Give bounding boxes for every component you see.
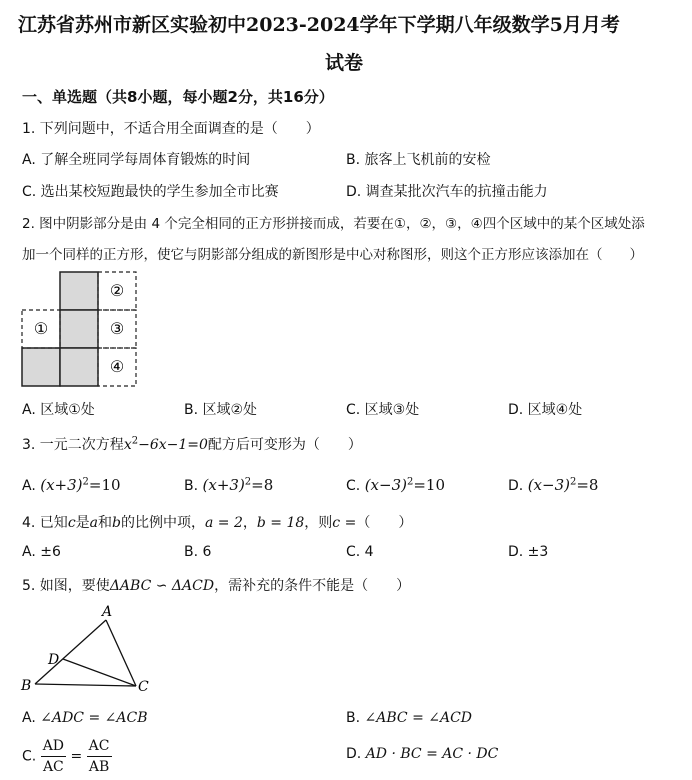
vertex-d-label: D [48, 652, 60, 668]
question-4-option-d: D. ±3 [508, 544, 549, 560]
option-b-base: (x+3) [202, 476, 245, 494]
question-2-option-c: C. 区域③处 [346, 402, 420, 418]
q4-text: 4. 已知 [22, 515, 68, 531]
vertex-b-label: B [21, 678, 32, 694]
shaded-square [22, 348, 60, 386]
q5-text: ，需补充的条件不能是（ ） [214, 578, 411, 594]
page-title-line1: 江苏省苏州市新区实验初中2023-2024学年下学期八年级数学5月月考 [18, 14, 620, 36]
fraction-numerator: AC [87, 738, 112, 757]
q5-text: 5. 如图，要使 [22, 578, 110, 594]
option-b-text: ∠ABC = ∠ACD [364, 710, 473, 726]
q4-text: ，则 [304, 515, 333, 531]
question-3-option-b [184, 476, 273, 494]
option-c-base: (x−3) [364, 476, 407, 494]
vertex-c-label: C [138, 679, 149, 694]
q4-c: c [67, 515, 76, 531]
option-c-rhs: =10 [413, 476, 445, 494]
question-2-option-b: B. 区域②处 [184, 402, 258, 418]
option-label: C. [22, 748, 37, 765]
shaded-square [60, 310, 98, 348]
option-d-text: AD · BC = AC · DC [365, 746, 499, 762]
option-d-sup: 2 [569, 476, 577, 488]
option-d-rhs: =8 [576, 476, 599, 494]
question-3-equation-rest: −6x−1=0 [138, 437, 208, 453]
section-heading: 一、单选题（共8小题，每小题2分，共16分） [22, 88, 334, 106]
question-1-stem: 1. 下列问题中，不适合用全面调查的是（ ） [22, 121, 320, 137]
question-3-equation-x: x [123, 437, 132, 453]
equals-sign: = [70, 748, 83, 765]
q4-text: 的比例中项， [120, 515, 205, 531]
option-a-text: ∠ADC = ∠ACB [40, 710, 148, 726]
option-label: C. [346, 478, 361, 494]
question-4-option-b: B. 6 [184, 544, 212, 560]
option-label: D. [346, 746, 362, 762]
question-5-option-d [346, 746, 498, 762]
option-label: B. [346, 710, 361, 726]
question-3-option-a [22, 476, 121, 494]
question-3-option-d [508, 476, 598, 494]
question-1-option-c: C. 选出某校短跑最快的学生参加全市比赛 [22, 184, 279, 200]
option-label: D. [508, 478, 524, 494]
region-2-label: ② [109, 281, 125, 300]
option-d-base: (x−3) [527, 476, 570, 494]
q5-similarity: ΔABC ∽ ΔACD [109, 578, 215, 594]
option-b-sup: 2 [244, 476, 252, 488]
question-2-stem-line2: 加一个同样的正方形，使它与阴影部分组成的新图形是中心对称图形，则这个正方形应该添加在（ ） [22, 247, 643, 263]
question-5-figure [18, 602, 158, 694]
q4-b: b [112, 515, 121, 531]
question-5-option-b [346, 710, 472, 726]
question-4-option-a: A. ±6 [22, 544, 61, 560]
question-2-figure [20, 270, 140, 388]
question-2-stem-line1: 2. 图中阴影部分是由 4 个完全相同的正方形拼接而成，若要在①，②，③，④四个区域中的某个区域处添 [22, 216, 645, 232]
fraction-denominator: AC [42, 759, 64, 775]
question-5-option-c [22, 738, 112, 775]
option-a-sup: 2 [82, 476, 89, 488]
q4-sep: ， [242, 515, 257, 531]
fraction-ac-ab [87, 738, 112, 775]
option-label: B. [184, 478, 199, 494]
fraction-denominator: AB [88, 759, 110, 775]
option-label: A. [22, 710, 36, 726]
segment-ab [35, 620, 106, 684]
region-1-label: ① [33, 319, 49, 338]
question-3-option-c [346, 476, 445, 494]
question-4-stem [22, 512, 412, 532]
option-c-sup: 2 [406, 476, 414, 488]
vertex-a-label: A [102, 604, 113, 620]
region-4-label: ④ [109, 357, 125, 376]
question-5-stem [22, 575, 410, 595]
question-3-suffix: 配方后可变形为（ ） [207, 437, 362, 453]
question-1-option-d: D. 调查某批次汽车的抗撞击能力 [346, 184, 548, 200]
fraction-numerator: AD [41, 738, 66, 757]
question-3-stem [22, 434, 362, 454]
question-2-option-a: A. 区域①处 [22, 402, 95, 418]
option-label: A. [22, 478, 36, 494]
fraction-ad-ac [41, 738, 66, 775]
q4-text: 和 [98, 515, 113, 531]
shaded-square [60, 272, 98, 310]
question-3-equation-sup: 2 [131, 435, 139, 447]
option-a-base: (x+3) [40, 476, 83, 494]
q4-text: （ ） [356, 515, 413, 531]
question-4-option-c: C. 4 [346, 544, 374, 560]
page-title-line2: 试卷 [325, 52, 364, 74]
q4-a-eq: a = 2 [204, 515, 243, 531]
question-2-option-d: D. 区域④处 [508, 402, 583, 418]
q4-text: 是 [75, 515, 90, 531]
q4-a: a [89, 515, 99, 531]
shaded-square [60, 348, 98, 386]
option-a-rhs: =10 [88, 476, 121, 494]
option-b-rhs: =8 [251, 476, 274, 494]
question-1-option-a: A. 了解全班同学每周体育锻炼的时间 [22, 152, 251, 168]
question-5-option-a [22, 710, 147, 726]
question-3-prefix: 3. 一元二次方程 [22, 437, 124, 453]
q4-c-eq: c = [332, 515, 357, 531]
region-3-label: ③ [109, 319, 125, 338]
question-1-option-b: B. 旅客上飞机前的安检 [346, 152, 491, 168]
segment-bc [35, 684, 136, 686]
q4-b-eq: b = 18 [256, 515, 305, 531]
